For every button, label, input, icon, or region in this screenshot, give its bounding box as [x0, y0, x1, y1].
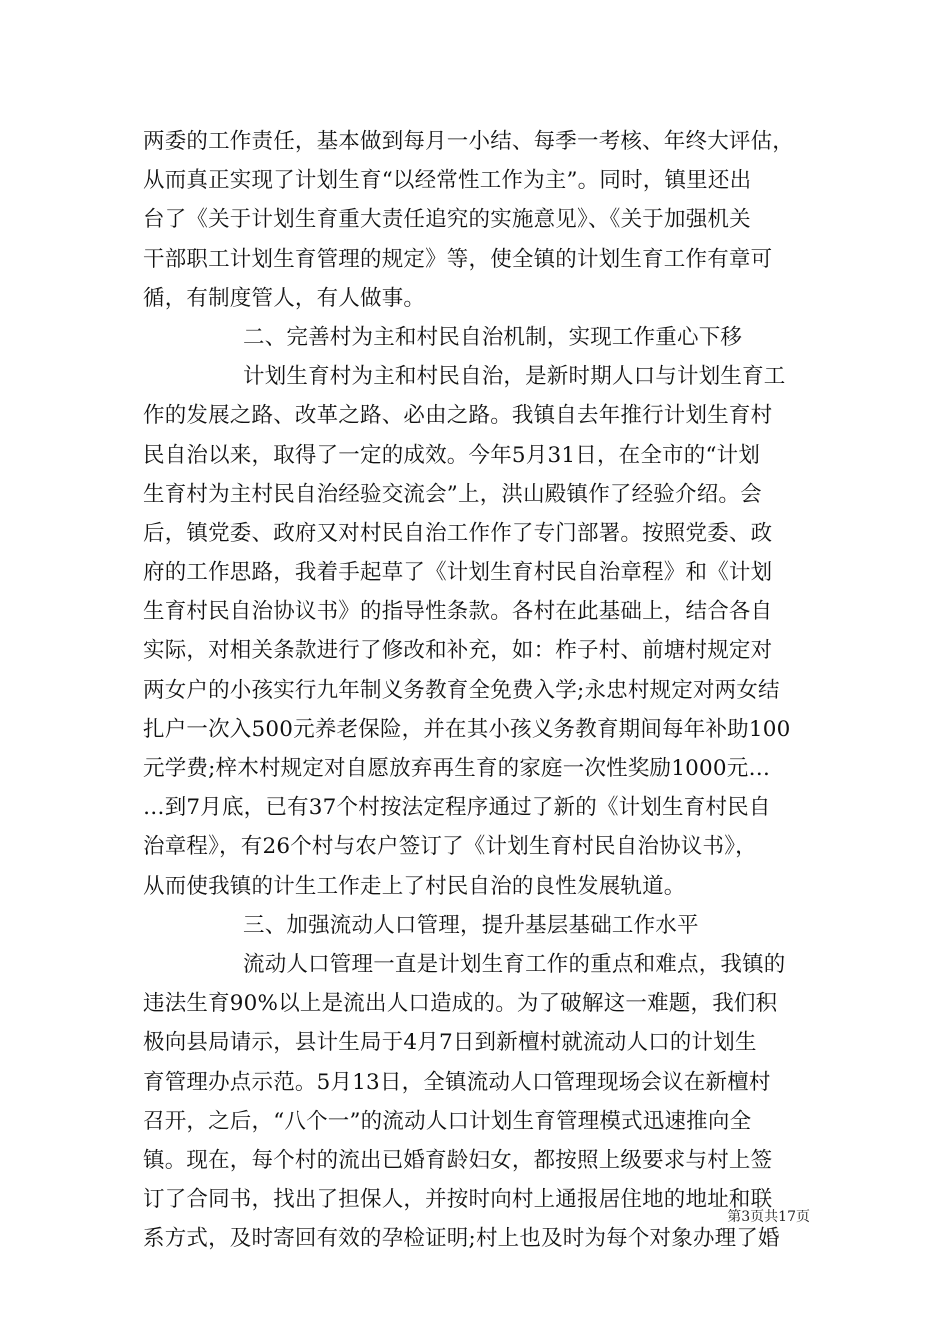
- text-line: 两委的工作责任，基本做到每月一小结、每季一考核、年终大评估，: [143, 129, 795, 154]
- text-line: 干部职工计划生育管理的规定》等，使全镇的计划生育工作有章可: [143, 246, 773, 272]
- text-line: 育管理办点示范。5月13日，全镇流动人口管理现场会议在新檀村: [143, 1069, 771, 1095]
- text-line: 从而使我镇的计生工作走上了村民自治的良性发展轨道。: [143, 873, 686, 899]
- text-line: 扎户一次入500元养老保险，并在其小孩义务教育期间每年补助100: [143, 716, 791, 742]
- text-line: 生育村为主村民自治经验交流会”上，洪山殿镇作了经验介绍。会: [143, 481, 762, 507]
- text-line: 订了合同书，找出了担保人，并按时向村上通报居住地的地址和联: [143, 1187, 773, 1213]
- text-line: 极向县局请示，县计生局于4月7日到新檀村就流动人口的计划生: [143, 1030, 757, 1056]
- text-line: 作的发展之路、改革之路、必由之路。我镇自去年推行计划生育村: [143, 403, 773, 429]
- text-line: 民自治以来，取得了一定的成效。今年5月31日，在全市的“计划: [143, 442, 761, 468]
- text-line: 元学费;梓木村规定对自愿放弃再生育的家庭一次性奖励1000元…: [143, 756, 771, 781]
- text-line: 从而真正实现了计划生育“以经常性工作为主”。同时，镇里还出: [143, 168, 752, 194]
- paragraph-first-line: 计划生育村为主和村民自治，是新时期人口与计划生育工: [243, 364, 786, 390]
- text-line: 生育村民自治协议书》的指导性条款。各村在此基础上，结合各自: [143, 599, 773, 625]
- text-line: 召开，之后，“八个一”的流动人口计划生育管理模式迅速推向全: [143, 1108, 752, 1134]
- section-heading: 二、完善村为主和村民自治机制，实现工作重心下移: [243, 324, 743, 350]
- text-line: 违法生育90%以上是流出人口造成的。为了破解这一难题，我们积: [143, 991, 778, 1017]
- text-line: 两女户的小孩实行九年制义务教育全免费入学;永忠村规定对两女结: [143, 677, 780, 703]
- text-line: 循，有制度管人，有人做事。: [143, 285, 426, 311]
- page-number: 第3页共17页: [727, 1209, 810, 1225]
- text-line: 府的工作思路，我着手起草了《计划生育村民自治章程》和《计划: [143, 560, 773, 586]
- text-line: 实际，对相关条款进行了修改和补充，如：柞子村、前塘村规定对: [143, 638, 773, 664]
- text-line: 台了《关于计划生育重大责任追究的实施意见》、《关于加强机关: [143, 207, 751, 233]
- body-text: [143, 122, 823, 1258]
- text-line: 治章程》，有26个村与农户签订了《计划生育村民自治协议书》，: [143, 834, 757, 860]
- paragraph-first-line: 流动人口管理一直是计划生育工作的重点和难点，我镇的: [243, 951, 786, 977]
- text-line: 系方式，及时寄回有效的孕检证明;村上也及时为每个对象办理了婚: [143, 1226, 780, 1252]
- text-line: 后，镇党委、政府又对村民自治工作作了专门部署。按照党委、政: [143, 520, 773, 546]
- section-heading: 三、加强流动人口管理，提升基层基础工作水平: [243, 912, 699, 938]
- text-line: …到7月底，已有37个村按法定程序通过了新的《计划生育村民自: [143, 795, 771, 821]
- text-line: 镇。现在，每个村的流出已婚育龄妇女，都按照上级要求与村上签: [143, 1147, 773, 1173]
